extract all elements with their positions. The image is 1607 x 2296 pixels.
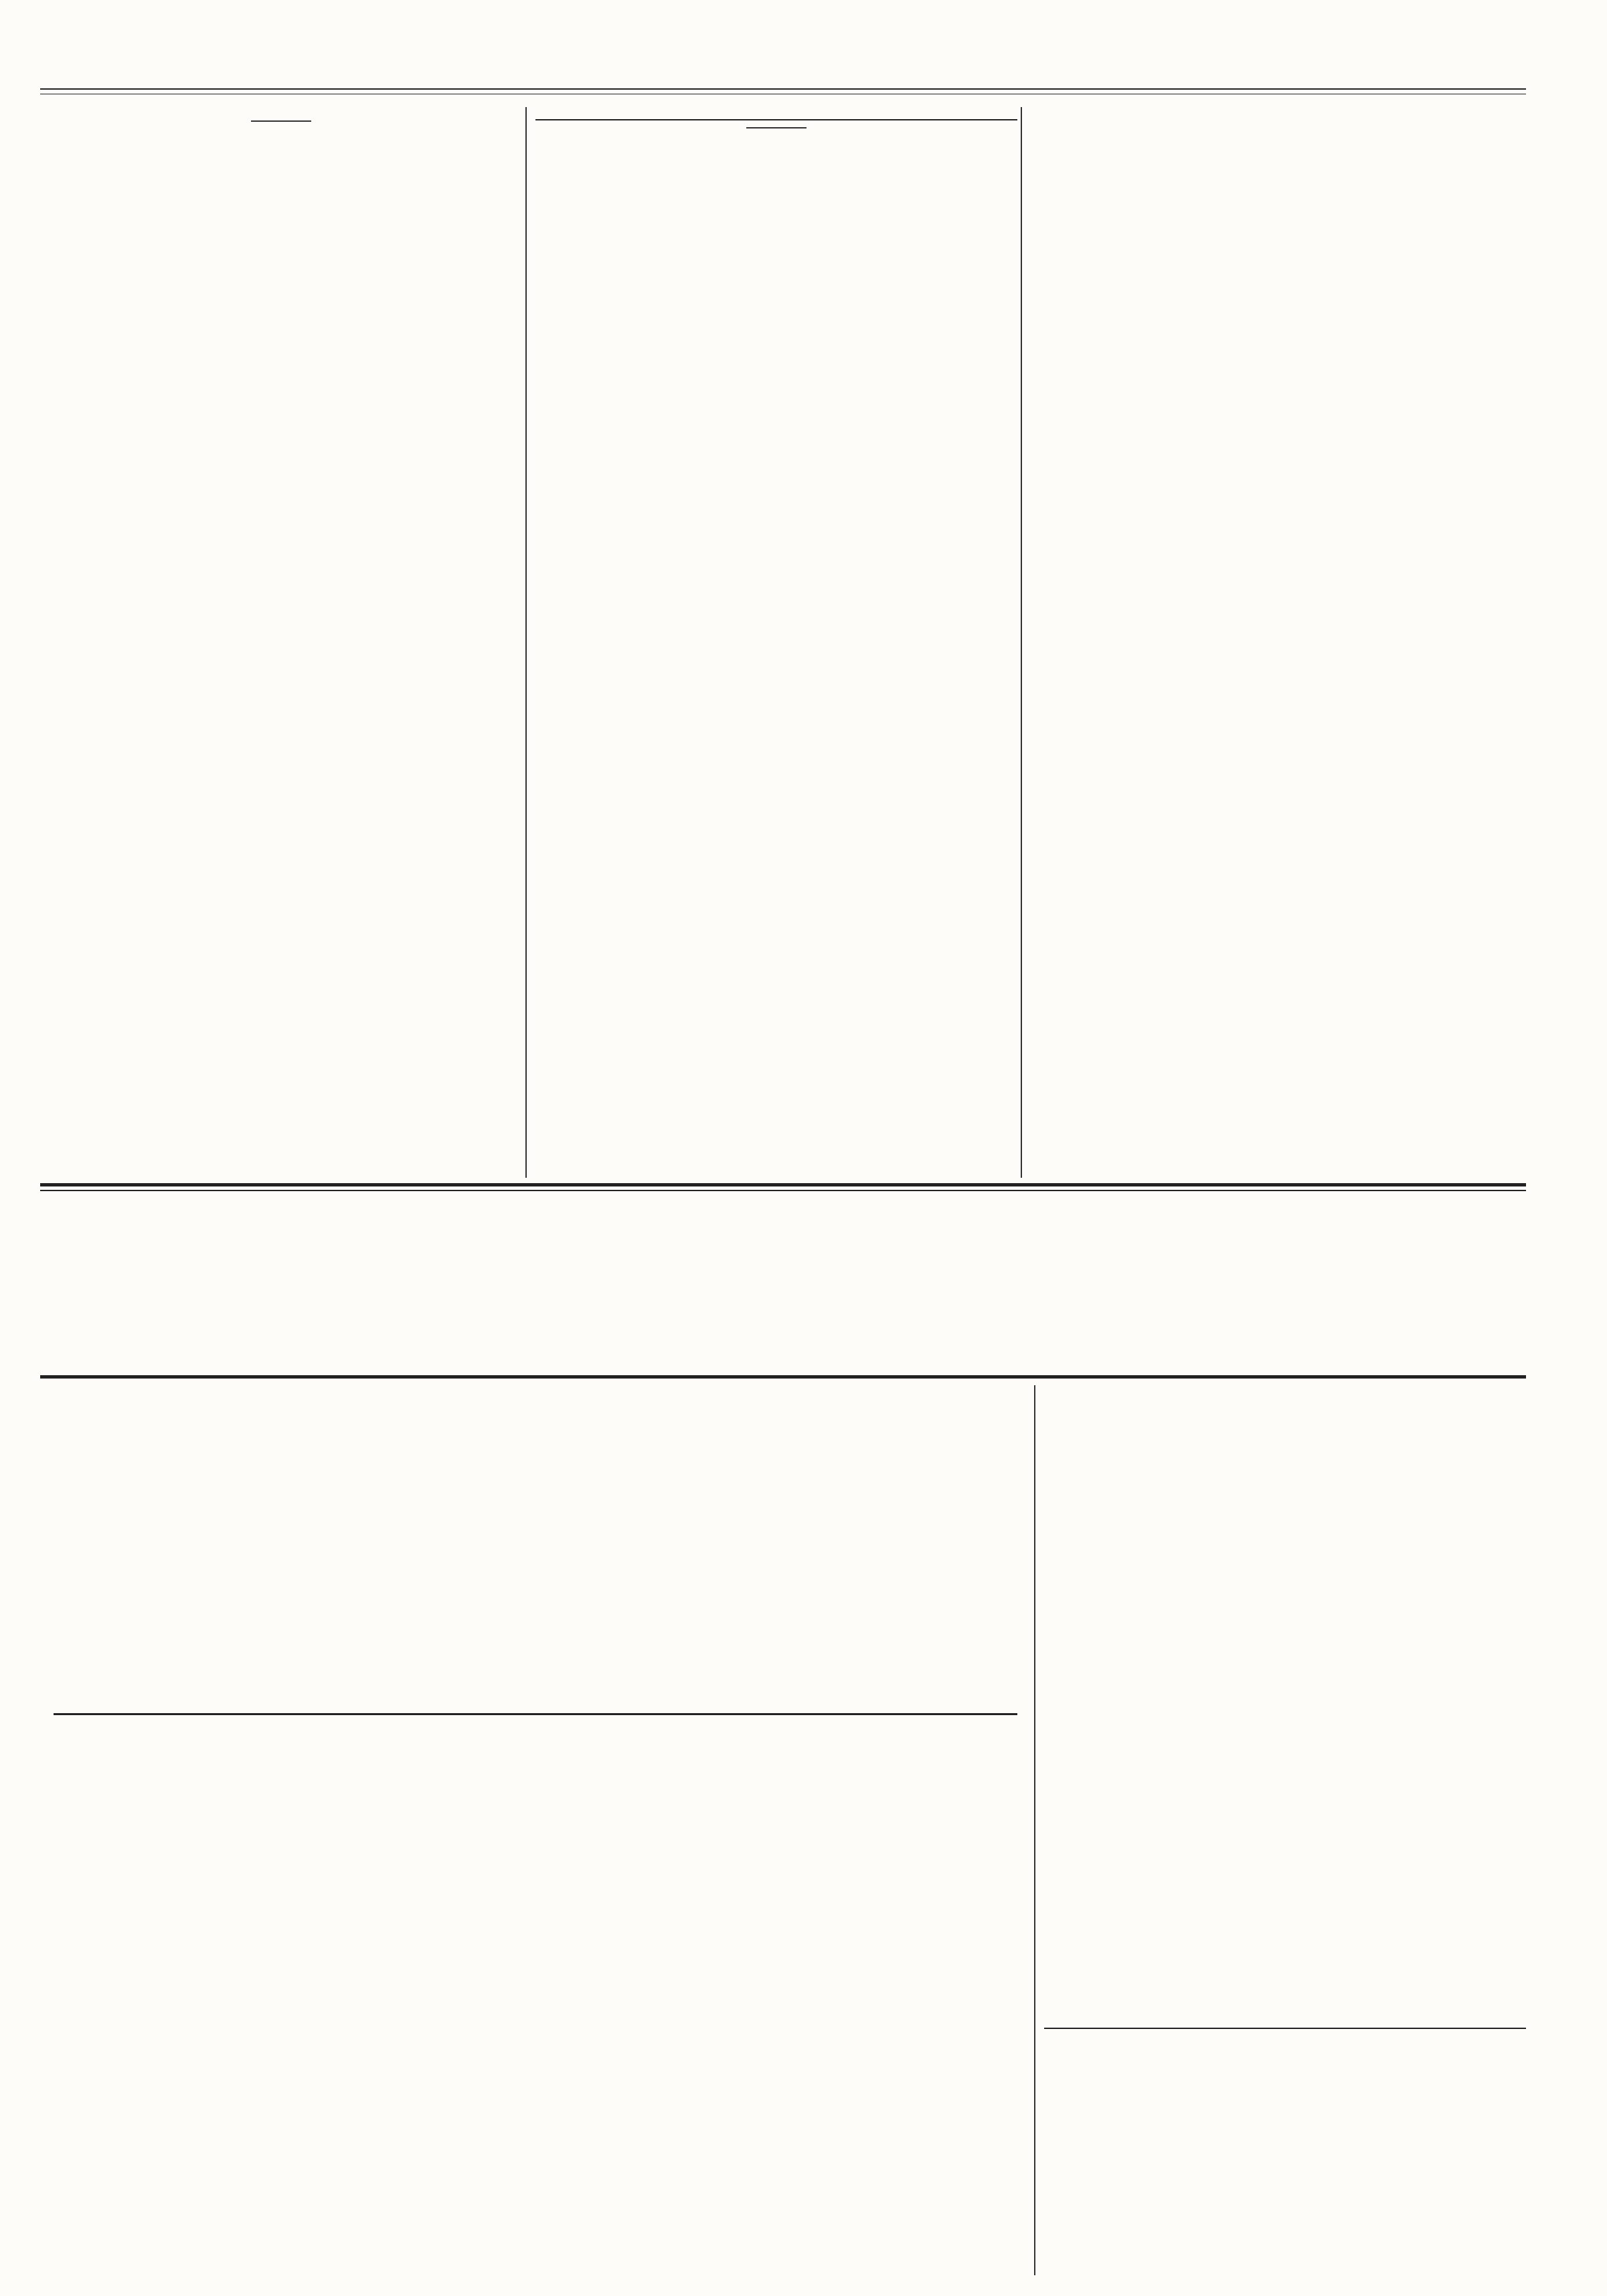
ad-divider — [1034, 1385, 1035, 2275]
separator — [251, 120, 311, 122]
column-divider — [525, 107, 527, 1178]
ad-rule — [40, 1375, 1526, 1379]
section-rule — [535, 119, 1017, 120]
cour-superieure-column — [40, 114, 522, 131]
ad-rule — [1044, 2028, 1526, 2029]
separator — [746, 127, 807, 128]
ad-rule — [54, 1713, 1017, 1715]
ads-top-rule-thin — [40, 1190, 1526, 1191]
middle-column — [535, 114, 1017, 138]
ads-top-rule — [40, 1183, 1526, 1186]
column-divider — [1021, 107, 1022, 1178]
header-rule — [40, 88, 1526, 90]
